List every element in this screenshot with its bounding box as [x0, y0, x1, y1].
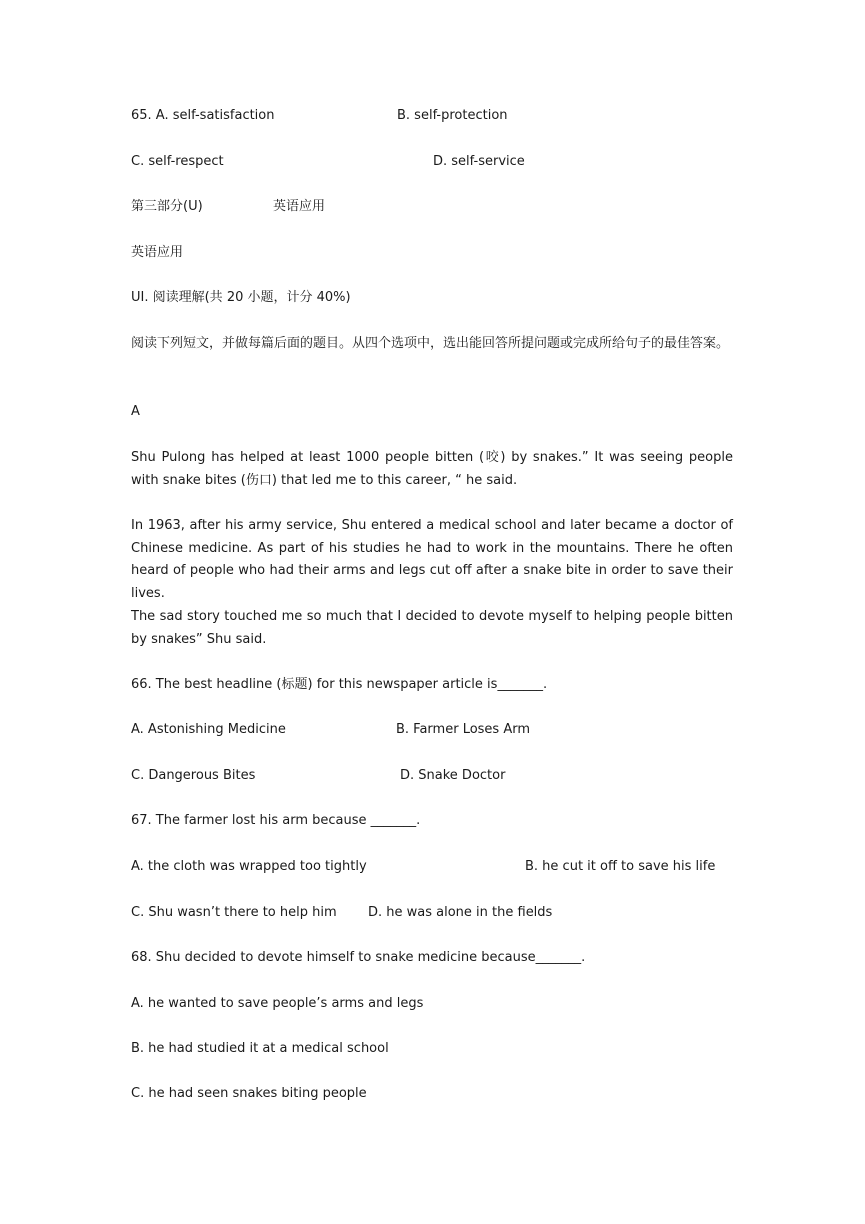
q66-option-d: D. Snake Doctor: [400, 768, 506, 783]
q67-option-d: D. he was alone in the fields: [368, 905, 553, 920]
passage-paragraph-3: The sad story touched me so much that I decided to devote myself to helping people bitten by snakes” Shu said.: [131, 609, 733, 647]
q66-option-c: C. Dangerous Bites: [131, 768, 256, 783]
q65-option-b: B. self-protection: [397, 108, 508, 123]
q67-option-a: A. the cloth was wrapped too tightly: [131, 859, 367, 874]
q66-stem: 66. The best headline (标题) for this newspaper article is_______.: [131, 677, 548, 692]
reading-heading: UI. 阅读理解(共 20 小题，计分 40%): [131, 290, 351, 305]
part-label: 第三部分(U): [131, 199, 203, 214]
q66-option-a: A. Astonishing Medicine: [131, 722, 286, 737]
q65-option-a: 65. A. self-satisfaction: [131, 108, 275, 123]
reading-instructions: 阅读下列短文，并做每篇后面的题目。从四个选项中，选出能回答所提问题或完成所给句子的最佳答案。: [131, 336, 730, 351]
q65-option-c: C. self-respect: [131, 154, 224, 169]
q65-option-d: D. self-service: [433, 154, 525, 169]
q67-stem: 67. The farmer lost his arm because _______.: [131, 813, 421, 828]
q68-stem: 68. Shu decided to devote himself to snake medicine because_______.: [131, 950, 586, 965]
q67-option-c: C. Shu wasn’t there to help him: [131, 905, 337, 920]
q68-option-a: A. he wanted to save people’s arms and legs: [131, 996, 424, 1011]
passage-label: A: [131, 404, 140, 419]
section-subtitle: 英语应用: [131, 245, 184, 260]
q68-option-c: C. he had seen snakes biting people: [131, 1086, 367, 1101]
q68-option-b: B. he had studied it at a medical school: [131, 1041, 389, 1056]
q66-option-b: B. Farmer Loses Arm: [396, 722, 531, 737]
passage-paragraph-2: In 1963, after his army service, Shu entered a medical school and later became a doctor of Chinese medicine. As part of his studies he had to work in the mountains. There he often heard of people who had their arms and legs cut off after a snake bite in order to save their lives.: [131, 518, 733, 601]
q67-option-b: B. he cut it off to save his life: [525, 859, 716, 874]
part-title: 英语应用: [273, 199, 326, 214]
passage-paragraph-1: Shu Pulong has helped at least 1000 people bitten (咬) by snakes.” It was seeing people with snake bites (伤口) that led me to this career, “ he said.: [131, 450, 733, 488]
